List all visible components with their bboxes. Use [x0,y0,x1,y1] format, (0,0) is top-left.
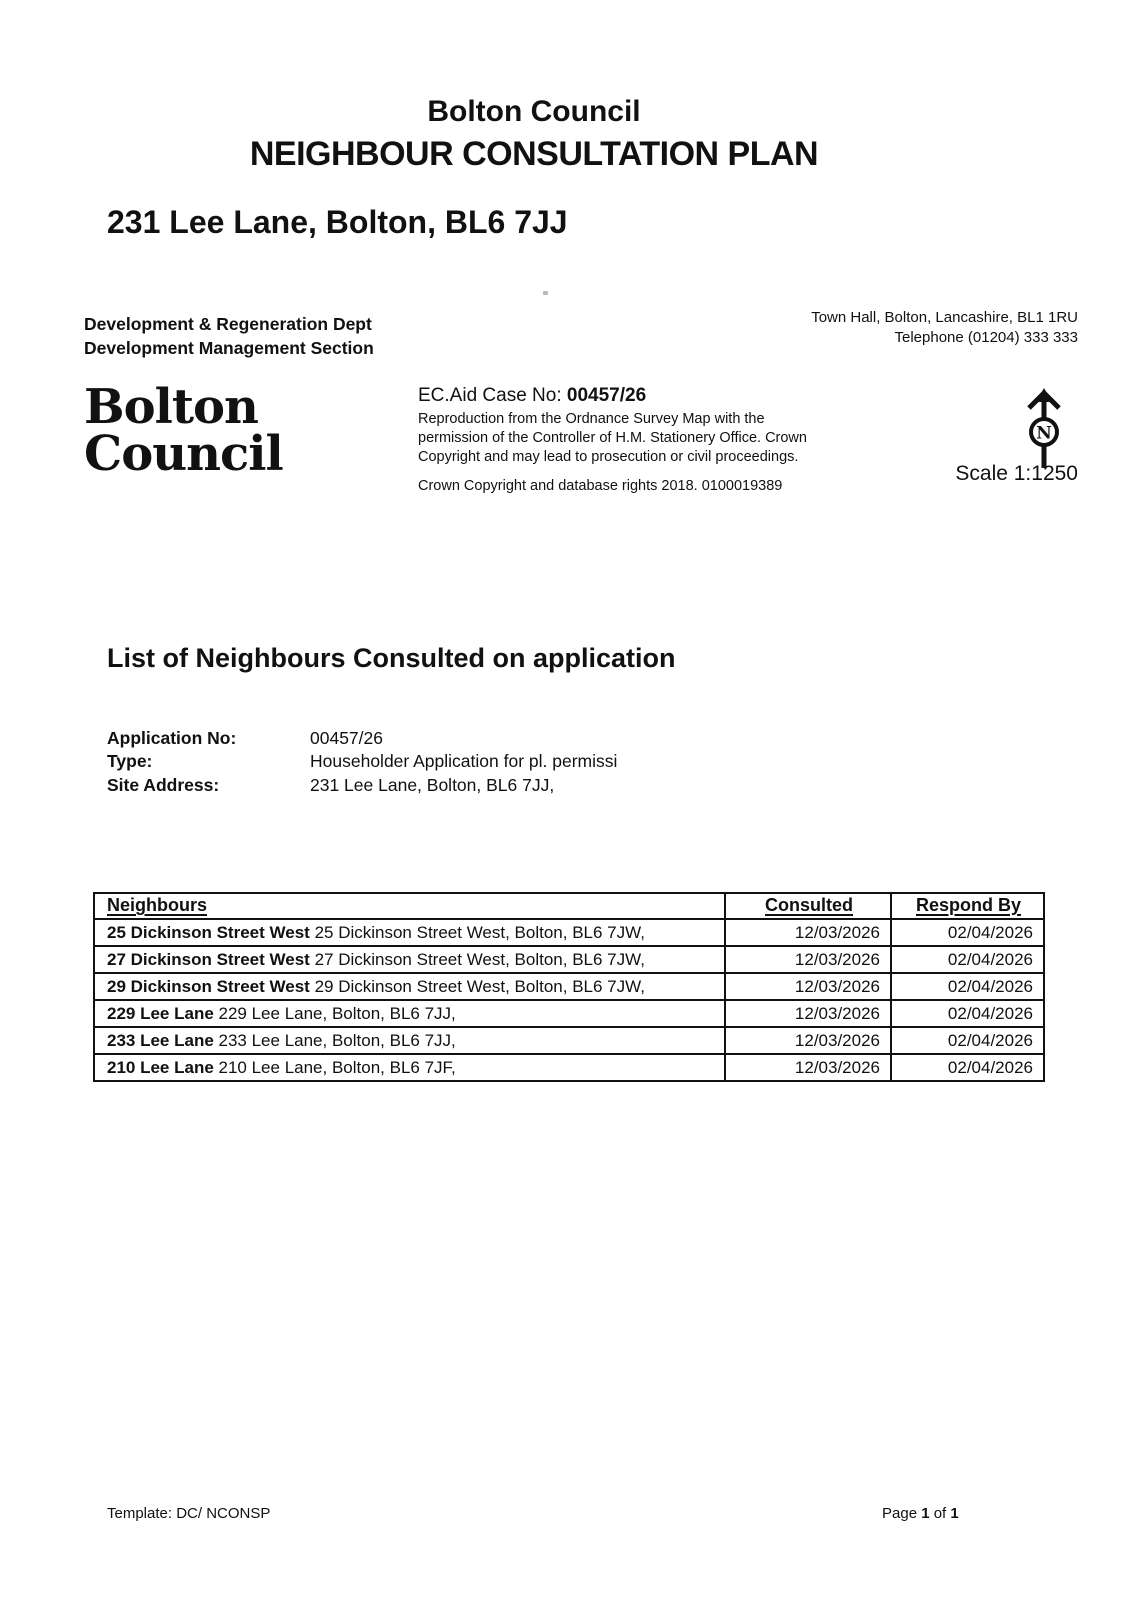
column-header-respond-by: Respond By [891,893,1044,919]
neighbour-name: 229 Lee Lane [107,1004,214,1023]
table-row [94,946,1044,973]
page-number: 1 [921,1505,930,1522]
council-telephone: Telephone (01204) 333 333 [894,329,1078,346]
respond-by-date: 02/04/2026 [891,1027,1044,1054]
table-row [94,1000,1044,1027]
case-info-block [418,384,848,467]
list-section-heading: List of Neighbours Consulted on application [107,643,676,673]
notice-line-1: Reproduction from the Ordnance Survey Map with the [418,411,765,427]
respond-by-date: 02/04/2026 [891,946,1044,973]
notice-line-3: Copyright and may lead to prosecution or civil proceedings. [418,449,799,465]
respond-by-date: 02/04/2026 [891,1054,1044,1081]
neighbours-table-body [94,919,1044,1081]
neighbour-cell [94,919,725,946]
respond-by-date: 02/04/2026 [891,973,1044,1000]
plan-title: NEIGHBOUR CONSULTATION PLAN [249,135,819,173]
footer-page-indicator [882,1505,959,1522]
council-address: Town Hall, Bolton, Lancashire, BL1 1RU [811,309,1078,326]
consulted-date: 12/03/2026 [725,973,891,1000]
field-label-site-address: Site Address: [107,774,220,795]
neighbour-cell [94,973,725,1000]
field-label-type: Type: [107,751,153,772]
respond-by-date: 02/04/2026 [891,919,1044,946]
page-total: 1 [950,1505,959,1522]
field-label-application-no: Application No: [107,728,237,748]
site-address-heading: 231 Lee Lane, Bolton, BL6 7JJ [107,204,568,240]
column-header-consulted: Consulted [725,893,891,919]
neighbour-name: 210 Lee Lane [107,1058,214,1077]
department-block [84,312,374,360]
department-line-1: Development & Regeneration Dept [84,314,372,334]
bolton-council-logo [84,379,283,482]
neighbour-cell [94,1000,725,1027]
neighbour-cell [94,946,725,973]
neighbour-address: 210 Lee Lane, Bolton, BL6 7JF, [218,1058,456,1077]
neighbour-name: 29 Dickinson Street West [107,977,310,996]
neighbours-table-head [94,893,1044,919]
consulted-date: 12/03/2026 [725,946,891,973]
notice-line-2: permission of the Controller of H.M. Stationery Office. Crown [418,430,807,446]
neighbour-name: 27 Dickinson Street West [107,950,310,969]
neighbour-address: 229 Lee Lane, Bolton, BL6 7JJ, [218,1004,456,1023]
page-word: Page [882,1505,922,1522]
neighbour-name: 25 Dickinson Street West [107,923,310,942]
logo-line-1: Bolton [84,379,258,435]
field-site-address [107,774,617,797]
os-copyright-notice [418,410,848,467]
council-address-block [811,308,1078,348]
case-number-label: EC.Aid Case No: [418,385,562,406]
consulted-date: 12/03/2026 [725,919,891,946]
neighbour-cell [94,1054,725,1081]
neighbour-name: 233 Lee Lane [107,1031,214,1050]
field-value-site-address: 231 Lee Lane, Bolton, BL6 7JJ, [310,774,555,795]
consulted-date: 12/03/2026 [725,1054,891,1081]
column-header-neighbours: Neighbours [94,893,725,919]
map-scale-label: Scale 1:1250 [955,462,1078,485]
table-row [94,973,1044,1000]
page-of-word: of [929,1505,951,1522]
neighbour-address: 233 Lee Lane, Bolton, BL6 7JJ, [218,1031,456,1050]
respond-by-date: 02/04/2026 [891,1000,1044,1027]
application-fields [107,727,617,797]
logo-line-2: Council [84,426,283,482]
table-row [94,1054,1044,1081]
neighbours-table [93,892,1045,1082]
field-value-type: Householder Application for pl. permissi [310,751,618,772]
neighbour-address: 29 Dickinson Street West, Bolton, BL6 7JW, [314,977,645,996]
table-header-row [94,893,1044,919]
footer-template-label: Template: DC/ NCONSP [107,1505,271,1522]
neighbour-cell [94,1027,725,1054]
table-row [94,1027,1044,1054]
consulted-date: 12/03/2026 [725,1000,891,1027]
neighbour-address: 25 Dickinson Street West, Bolton, BL6 7JW, [314,923,645,942]
field-value-application-no: 00457/26 [310,728,383,748]
svg-text:N: N [1036,423,1052,444]
case-number-line [418,384,848,408]
document-title-block [0,92,1068,176]
council-title: Bolton Council [427,95,641,128]
field-type [107,750,617,773]
table-row [94,919,1044,946]
case-number-value: 00457/26 [566,385,647,406]
field-application-no [107,727,617,750]
neighbour-address: 27 Dickinson Street West, Bolton, BL6 7JW, [314,950,645,969]
crown-copyright-line: Crown Copyright and database rights 2018. 0100019389 [418,478,783,494]
department-line-2: Development Management Section [84,338,374,358]
consulted-date: 12/03/2026 [725,1027,891,1054]
scan-artifact-dot [543,291,548,295]
